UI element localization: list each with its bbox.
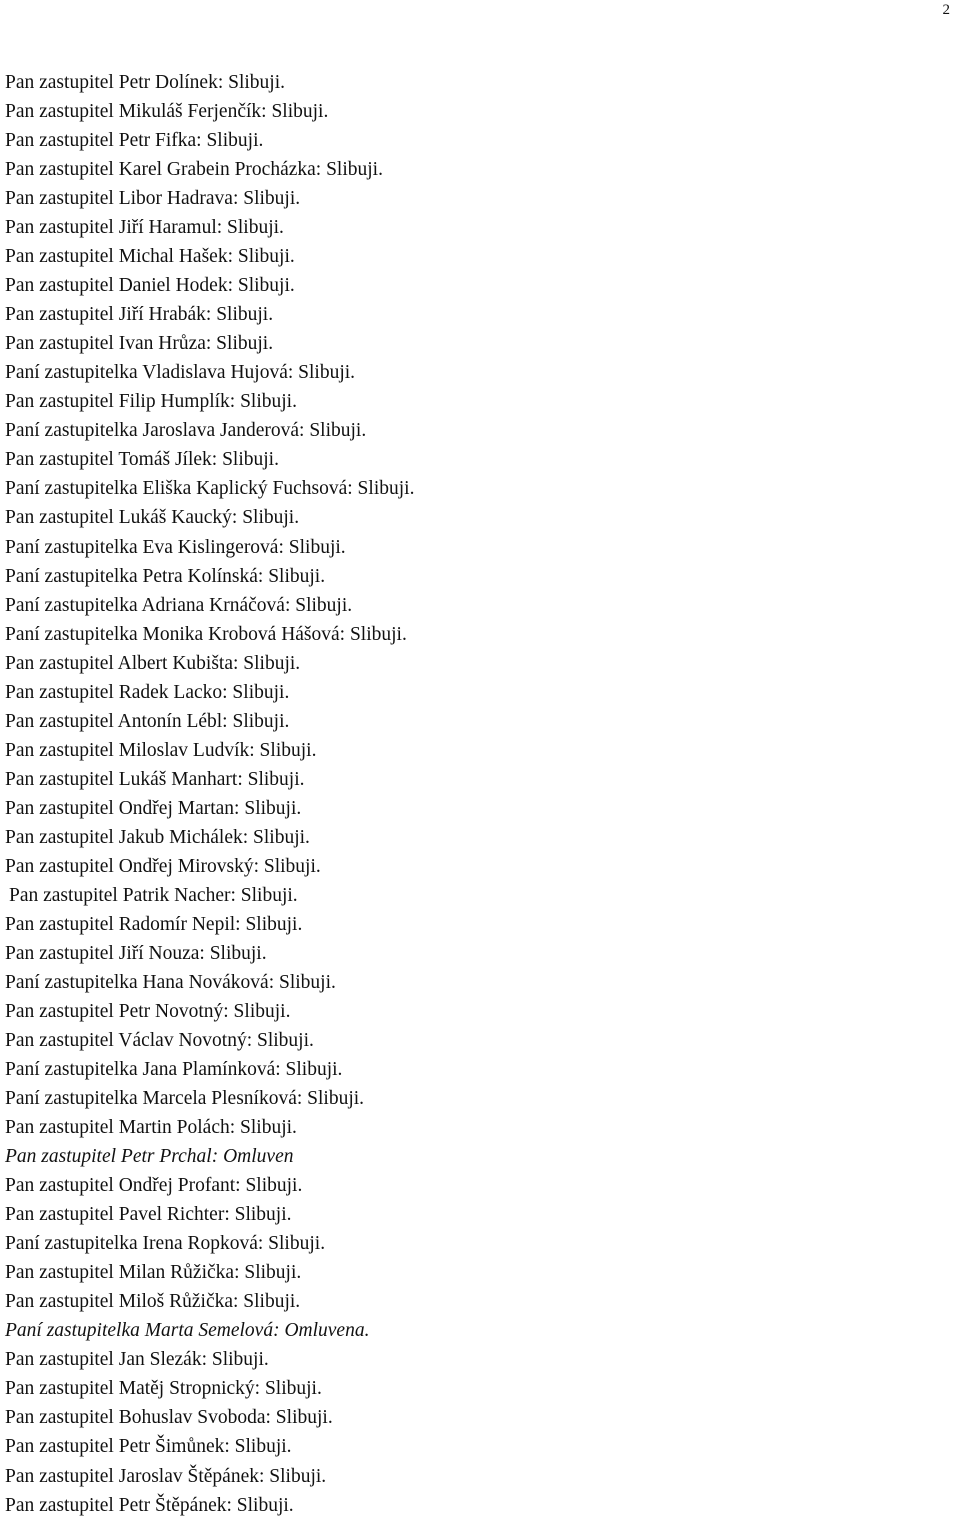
oath-line: Pan zastupitel Bohuslav Svoboda: Slibuji. xyxy=(5,1407,333,1429)
oath-line: Paní zastupitelka Adriana Krnáčová: Slibuji. xyxy=(5,594,353,616)
oath-line: Pan zastupitel Ondřej Profant: Slibuji. xyxy=(5,1175,303,1197)
oath-line: Pan zastupitel Antonín Lébl: Slibuji. xyxy=(5,710,290,732)
oath-line: Paní zastupitelka Monika Krobová Hášová: Slibuji. xyxy=(5,623,407,645)
oath-line: Paní zastupitelka Petra Kolínská: Slibuji. xyxy=(5,565,326,587)
oath-line: Pan zastupitel Daniel Hodek: Slibuji. xyxy=(5,275,295,297)
oath-line: Pan zastupitel Jaroslav Štěpánek: Slibuji. xyxy=(5,1465,327,1487)
oath-line: Pan zastupitel Václav Novotný: Slibuji. xyxy=(5,1030,314,1052)
oath-line: Pan zastupitel Lukáš Manhart: Slibuji. xyxy=(5,768,305,790)
oath-line: Pan zastupitel Radek Lacko: Slibuji. xyxy=(5,681,290,703)
oath-line: Pan zastupitel Matěj Stropnický: Slibuji. xyxy=(5,1378,322,1400)
oath-list xyxy=(5,68,940,1520)
oath-line: Pan zastupitel Lukáš Kaucký: Slibuji. xyxy=(5,507,300,529)
oath-line: Pan zastupitel Jan Slezák: Slibuji. xyxy=(5,1349,269,1371)
oath-line: Paní zastupitelka Marta Semelová: Omluvena. xyxy=(5,1320,370,1342)
oath-line: Pan zastupitel Albert Kubišta: Slibuji. xyxy=(5,652,301,674)
oath-line: Pan zastupitel Libor Hadrava: Slibuji. xyxy=(5,188,301,210)
oath-line: Pan zastupitel Miloslav Ludvík: Slibuji. xyxy=(5,739,317,761)
oath-line: Pan zastupitel Michal Hašek: Slibuji. xyxy=(5,246,295,268)
oath-line: Pan zastupitel Filip Humplík: Slibuji. xyxy=(5,391,297,413)
oath-line: Pan zastupitel Petr Fifka: Slibuji. xyxy=(5,130,264,152)
oath-line: Pan zastupitel Milan Růžička: Slibuji. xyxy=(5,1262,302,1284)
oath-line: Paní zastupitelka Eliška Kaplický Fuchsová: Slibuji. xyxy=(5,478,415,500)
oath-line: Pan zastupitel Radomír Nepil: Slibuji. xyxy=(5,913,303,935)
oath-line: Pan zastupitel Petr Šimůnek: Slibuji. xyxy=(5,1436,292,1458)
oath-line: Paní zastupitelka Hana Nováková: Slibuji. xyxy=(5,971,336,993)
oath-line: Pan zastupitel Pavel Richter: Slibuji. xyxy=(5,1204,292,1226)
oath-line: Pan zastupitel Jiří Haramul: Slibuji. xyxy=(5,217,284,239)
oath-line: Pan zastupitel Ondřej Martan: Slibuji. xyxy=(5,797,302,819)
oath-line: Paní zastupitelka Irena Ropková: Slibuji. xyxy=(5,1233,326,1255)
oath-line: Pan zastupitel Martin Polách: Slibuji. xyxy=(5,1117,297,1139)
oath-line: Pan zastupitel Petr Novotný: Slibuji. xyxy=(5,1001,291,1022)
oath-line: Pan zastupitel Jakub Michálek: Slibuji. xyxy=(5,826,310,848)
oath-line: Pan zastupitel Patrik Nacher: Slibuji. xyxy=(9,884,298,906)
oath-line: Pan zastupitel Petr Prchal: Omluven xyxy=(5,1146,294,1168)
oath-line: Paní zastupitelka Vladislava Hujová: Slibuji. xyxy=(5,362,356,384)
oath-line: Paní zastupitelka Jaroslava Janderová: Slibuji. xyxy=(5,420,367,442)
oath-line: Pan zastupitel Karel Grabein Procházka: Slibuji. xyxy=(5,159,383,181)
oath-line: Pan zastupitel Jiří Nouza: Slibuji. xyxy=(5,942,267,964)
page-number: 2 xyxy=(942,2,950,18)
oath-line: Pan zastupitel Ivan Hrůza: Slibuji. xyxy=(5,333,274,355)
oath-line: Pan zastupitel Petr Štěpánek: Slibuji. xyxy=(5,1494,294,1516)
oath-line: Pan zastupitel Miloš Růžička: Slibuji. xyxy=(5,1291,301,1313)
oath-line: Paní zastupitelka Eva Kislingerová: Slibuji. xyxy=(5,536,346,558)
oath-line: Pan zastupitel Tomáš Jílek: Slibuji. xyxy=(5,449,279,471)
oath-line: Pan zastupitel Jiří Hrabák: Slibuji. xyxy=(5,304,274,326)
oath-line: Pan zastupitel Petr Dolínek: Slibuji. xyxy=(5,72,286,93)
oath-line: Pan zastupitel Ondřej Mirovský: Slibuji. xyxy=(5,855,321,877)
oath-line: Paní zastupitelka Marcela Plesníková: Slibuji. xyxy=(5,1088,365,1110)
oath-line: Paní zastupitelka Jana Plamínková: Slibuji. xyxy=(5,1059,343,1081)
oath-line: Pan zastupitel Mikuláš Ferjenčík: Slibuji. xyxy=(5,101,329,123)
